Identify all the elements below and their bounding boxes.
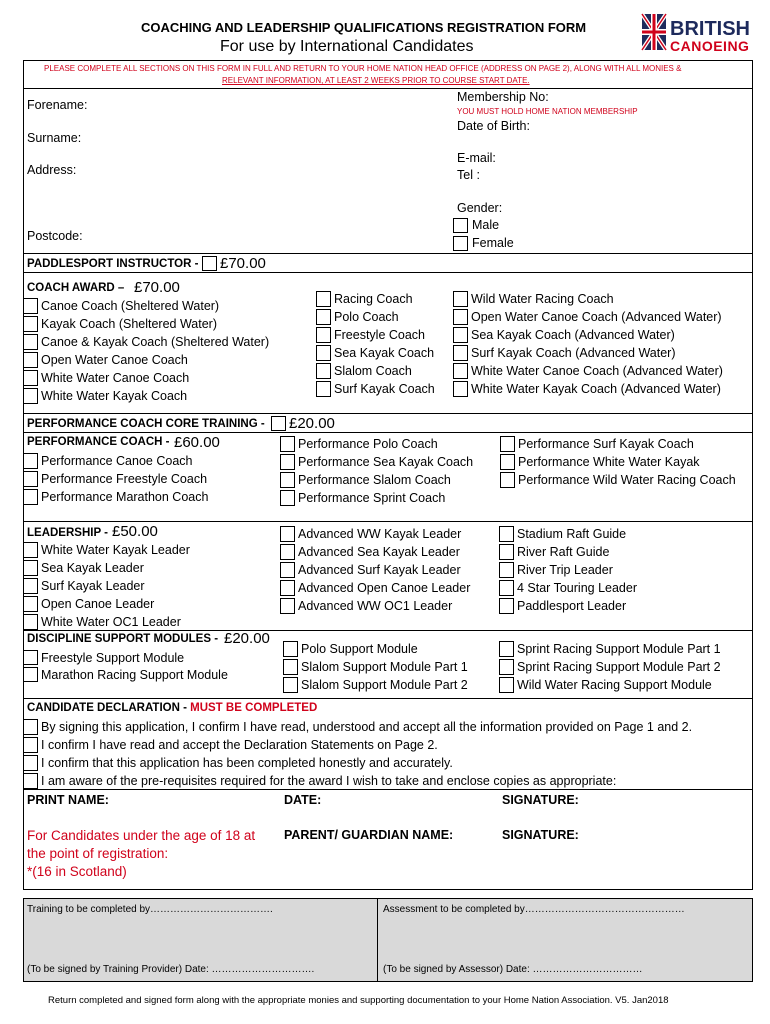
option-checkbox[interactable] [280, 544, 295, 560]
print-name-label: PRINT NAME: [27, 793, 109, 807]
option-checkbox[interactable] [453, 327, 468, 343]
option-label: White Water Canoe Coach (Advanced Water) [471, 364, 723, 378]
option-checkbox[interactable] [283, 659, 298, 675]
divider [23, 272, 753, 273]
option-label: Sea Kayak Coach (Advanced Water) [471, 328, 675, 342]
option-label: Advanced WW OC1 Leader [298, 599, 453, 613]
option-label: I confirm that this application has been completed honestly and accurately. [41, 756, 453, 770]
paddlesport-instructor-label: PADDLESPORT INSTRUCTOR - [27, 258, 199, 270]
option-checkbox[interactable] [280, 454, 295, 470]
option-checkbox[interactable] [500, 472, 515, 488]
option-label: Slalom Coach [334, 364, 412, 378]
option-checkbox[interactable] [23, 453, 38, 469]
assessment-completed-text: Assessment to be completed by………………………………………… [383, 904, 685, 915]
discipline-support-price: £20.00 [224, 630, 270, 647]
option-checkbox[interactable] [283, 641, 298, 657]
option-label: White Water Canoe Coach [41, 371, 190, 385]
performance-coach-label: PERFORMANCE COACH - [27, 436, 170, 448]
divider [23, 88, 753, 89]
option-label: Freestyle Support Module [41, 651, 185, 665]
option-label: Canoe Coach (Sheltered Water) [41, 299, 220, 313]
coach-award-label: COACH AWARD – [27, 282, 125, 294]
option-label: Performance Sprint Coach [298, 491, 446, 505]
option-checkbox[interactable] [500, 454, 515, 470]
option-checkbox[interactable] [280, 436, 295, 452]
option-label: Slalom Support Module Part 1 [301, 660, 468, 674]
option-label: Advanced WW Kayak Leader [298, 527, 462, 541]
option-checkbox[interactable] [23, 542, 38, 558]
option-checkbox[interactable] [316, 381, 331, 397]
option-checkbox[interactable] [23, 352, 38, 368]
gender-male-label: Male [472, 218, 500, 232]
option-checkbox[interactable] [23, 560, 38, 576]
divider [23, 521, 753, 522]
core-training-label: PERFORMANCE COACH CORE TRAINING - [27, 418, 265, 430]
option-label: Sea Kayak Leader [41, 561, 144, 575]
parent-guardian-label: PARENT/ GUARDIAN NAME: [284, 828, 454, 842]
declaration-title: CANDIDATE DECLARATION - [27, 702, 187, 714]
option-label: Canoe & Kayak Coach (Sheltered Water) [41, 335, 270, 349]
option-label: White Water OC1 Leader [41, 615, 181, 629]
option-checkbox[interactable] [23, 471, 38, 487]
option-checkbox[interactable] [23, 667, 38, 682]
assessor-sign-text: (To be signed by Assessor) Date: …………………………… [383, 964, 643, 975]
option-label: Sprint Racing Support Module Part 1 [517, 642, 721, 656]
option-checkbox[interactable] [280, 490, 295, 506]
option-label: River Trip Leader [517, 563, 613, 577]
option-checkbox[interactable] [23, 388, 38, 404]
option-label: Sea Kayak Coach [334, 346, 435, 360]
union-flag-icon [640, 12, 670, 52]
signature2-label: SIGNATURE: [502, 828, 579, 842]
option-checkbox[interactable] [499, 526, 514, 542]
option-label: I am aware of the pre-requisites required for the award I wish to take and enclose copies as appropriate: [41, 774, 617, 788]
option-checkbox[interactable] [23, 737, 38, 753]
gender-female-label: Female [472, 236, 514, 250]
option-label: Sprint Racing Support Module Part 2 [517, 660, 721, 674]
option-label: Performance Marathon Coach [41, 490, 209, 504]
instruction-text-line2: RELEVANT INFORMATION, AT LEAST 2 WEEKS PRIOR TO COURSE START DATE. [222, 76, 530, 85]
option-label: River Raft Guide [517, 545, 610, 559]
option-label: Performance Slalom Coach [298, 473, 451, 487]
paddlesport-instructor-price: £70.00 [220, 255, 266, 272]
option-checkbox[interactable] [280, 526, 295, 542]
option-label: Open Water Canoe Coach (Advanced Water) [471, 310, 722, 324]
postcode-label: Postcode: [27, 229, 83, 243]
option-label: Performance White Water Kayak [518, 455, 700, 469]
declaration-label [27, 701, 317, 716]
gender-female-checkbox[interactable] [453, 236, 468, 251]
british-canoeing-logo [640, 12, 755, 54]
option-checkbox[interactable] [23, 489, 38, 505]
option-label: Performance Polo Coach [298, 437, 438, 451]
signature-label: SIGNATURE: [502, 793, 579, 807]
option-checkbox[interactable] [499, 659, 514, 675]
option-checkbox[interactable] [453, 381, 468, 397]
option-checkbox[interactable] [23, 596, 38, 612]
discipline-support-label: DISCIPLINE SUPPORT MODULES - [27, 633, 219, 645]
footer-text: Return completed and signed form along with the appropriate monies and supporting documentation to your Home Nation Association. V5. Jan2018 [48, 995, 669, 1006]
forename-label: Forename: [27, 98, 88, 112]
surname-label: Surname: [27, 131, 82, 145]
option-label: 4 Star Touring Leader [517, 581, 637, 595]
option-checkbox[interactable] [316, 345, 331, 361]
training-completed-text: Training to be completed by………………………………. [27, 904, 273, 915]
option-checkbox[interactable] [499, 580, 514, 596]
option-label: Open Water Canoe Coach [41, 353, 188, 367]
option-checkbox[interactable] [453, 309, 468, 325]
date-label: DATE: [284, 793, 322, 807]
option-label: White Water Kayak Coach (Advanced Water) [471, 382, 721, 396]
option-checkbox[interactable] [499, 677, 514, 693]
option-checkbox[interactable] [499, 598, 514, 614]
option-checkbox[interactable] [280, 562, 295, 578]
paddlesport-instructor-checkbox[interactable] [202, 256, 217, 271]
option-label: Slalom Support Module Part 2 [301, 678, 468, 692]
coach-award-price: £70.00 [134, 279, 180, 296]
option-label: Polo Coach [334, 310, 399, 324]
option-label: Performance Canoe Coach [41, 454, 193, 468]
option-label: Stadium Raft Guide [517, 527, 627, 541]
divider [23, 432, 753, 433]
option-label: Kayak Coach (Sheltered Water) [41, 317, 218, 331]
option-checkbox[interactable] [280, 580, 295, 596]
option-label: I confirm I have read and accept the Declaration Statements on Page 2. [41, 738, 438, 752]
option-label: Surf Kayak Coach (Advanced Water) [471, 346, 676, 360]
gender-label: Gender: [457, 201, 503, 215]
option-checkbox[interactable] [316, 309, 331, 325]
option-checkbox[interactable] [453, 291, 468, 307]
option-label: Wild Water Racing Coach [471, 292, 614, 306]
divider [23, 630, 753, 631]
tel-label: Tel : [457, 168, 480, 182]
email-label: E-mail: [457, 151, 496, 165]
divider [23, 253, 753, 254]
option-label: By signing this application, I confirm I have read, understood and accept all the information provided on Page 1 and 2. [41, 720, 693, 734]
option-checkbox[interactable] [23, 650, 38, 665]
option-checkbox[interactable] [23, 316, 38, 332]
leadership-label: LEADERSHIP - [27, 527, 108, 539]
option-checkbox[interactable] [280, 598, 295, 614]
completion-box-divider [377, 898, 378, 982]
option-label: Advanced Surf Kayak Leader [298, 563, 461, 577]
option-checkbox[interactable] [316, 327, 331, 343]
logo-text-british: BRITISH [670, 18, 750, 40]
option-label: Open Canoe Leader [41, 597, 155, 611]
under18-line1: For Candidates under the age of 18 at [27, 828, 256, 843]
option-checkbox[interactable] [316, 291, 331, 307]
option-checkbox[interactable] [283, 677, 298, 693]
option-checkbox[interactable] [23, 773, 38, 789]
option-label: Performance Surf Kayak Coach [518, 437, 694, 451]
performance-coach-price: £60.00 [174, 434, 220, 451]
option-label: White Water Kayak Coach [41, 389, 188, 403]
option-checkbox[interactable] [23, 298, 38, 314]
divider [23, 413, 753, 414]
form-title: COACHING AND LEADERSHIP QUALIFICATIONS REGISTRATION FORM [141, 20, 587, 35]
divider [23, 789, 753, 790]
option-checkbox[interactable] [499, 562, 514, 578]
option-label: Marathon Racing Support Module [41, 668, 228, 682]
option-label: Polo Support Module [301, 642, 418, 656]
option-label: Advanced Open Canoe Leader [298, 581, 471, 595]
membership-label: Membership No: [457, 90, 549, 104]
training-provider-sign-text: (To be signed by Training Provider) Date: …………………………. [27, 964, 315, 975]
option-label: Advanced Sea Kayak Leader [298, 545, 460, 559]
option-checkbox[interactable] [453, 345, 468, 361]
option-checkbox[interactable] [453, 363, 468, 379]
option-checkbox[interactable] [23, 614, 38, 630]
option-checkbox[interactable] [500, 436, 515, 452]
membership-note: YOU MUST HOLD HOME NATION MEMBERSHIP [457, 107, 638, 116]
option-checkbox[interactable] [23, 370, 38, 386]
option-label: Wild Water Racing Support Module [517, 678, 712, 692]
option-label: Paddlesport Leader [517, 599, 627, 613]
under18-line2: the point of registration: [27, 846, 169, 861]
option-checkbox[interactable] [499, 641, 514, 657]
address-label: Address: [27, 163, 77, 177]
declaration-must: MUST BE COMPLETED [190, 702, 318, 714]
instruction-text-line1: PLEASE COMPLETE ALL SECTIONS ON THIS FORM IN FULL AND RETURN TO YOUR HOME NATION HEAD OFFICE (ADDRESS ON PAGE 2), ALONG WITH ALL MONIES & [44, 64, 682, 73]
core-training-checkbox[interactable] [271, 416, 286, 431]
option-checkbox[interactable] [23, 755, 38, 771]
option-checkbox[interactable] [23, 334, 38, 350]
option-checkbox[interactable] [280, 472, 295, 488]
option-label: Performance Freestyle Coach [41, 472, 208, 486]
leadership-price: £50.00 [112, 523, 158, 540]
option-label: Freestyle Coach [334, 328, 426, 342]
logo-text-canoeing: CANOEING [670, 38, 750, 54]
core-training-price: £20.00 [289, 415, 335, 432]
option-checkbox[interactable] [23, 578, 38, 594]
option-label: Surf Kayak Leader [41, 579, 145, 593]
option-label: Racing Coach [334, 292, 413, 306]
dob-label: Date of Birth: [457, 119, 530, 133]
option-label: White Water Kayak Leader [41, 543, 190, 557]
option-label: Performance Sea Kayak Coach [298, 455, 474, 469]
under18-line3: *(16 in Scotland) [27, 864, 127, 879]
gender-male-checkbox[interactable] [453, 218, 468, 233]
form-subtitle: For use by International Candidates [220, 38, 474, 55]
option-label: Surf Kayak Coach [334, 382, 435, 396]
option-checkbox[interactable] [316, 363, 331, 379]
option-checkbox[interactable] [499, 544, 514, 560]
option-label: Performance Wild Water Racing Coach [518, 473, 736, 487]
option-checkbox[interactable] [23, 719, 38, 735]
